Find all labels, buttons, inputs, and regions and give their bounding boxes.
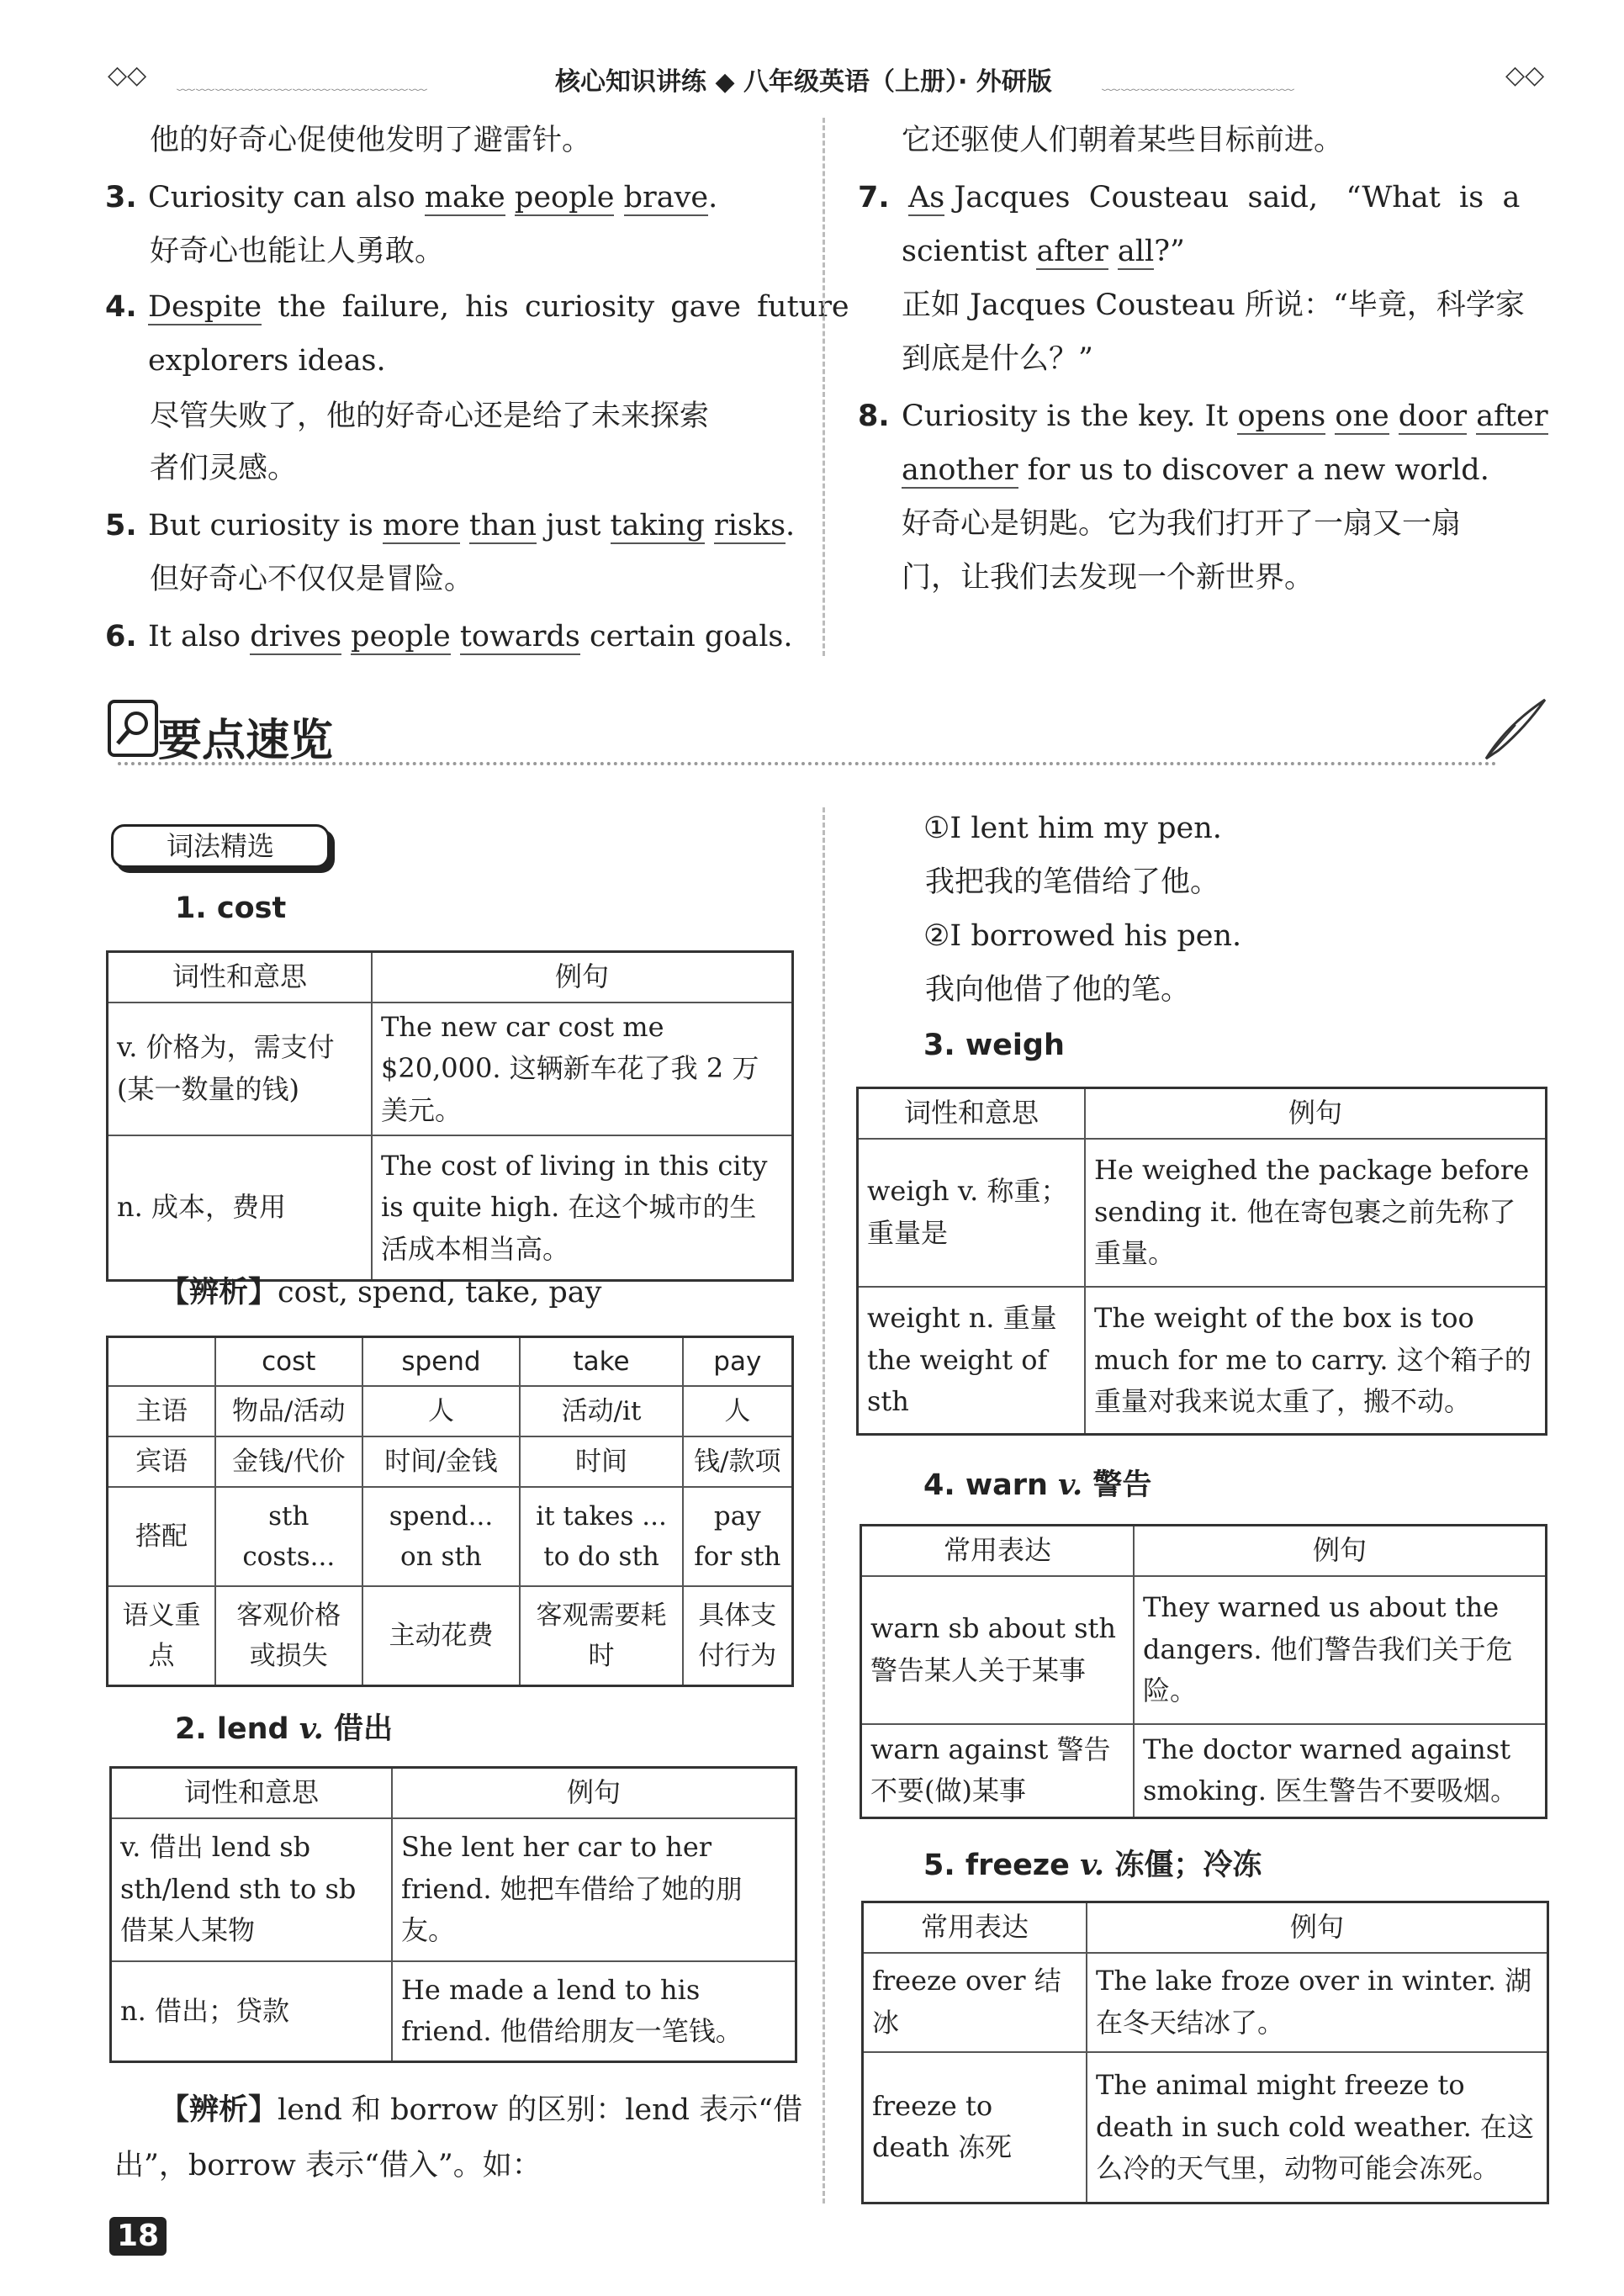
lend-example-1-en: ①I lent him my pen. <box>923 812 1222 845</box>
cell: spend... on sth <box>362 1487 521 1586</box>
bianxi-label: 【辨析】 <box>160 2093 278 2127</box>
magnifier-glyph <box>111 703 155 754</box>
cell: it takes ... to do sth <box>520 1487 682 1586</box>
underlined-word: taking <box>610 509 705 542</box>
text: It also <box>148 620 251 653</box>
line-cn-2: 他的好奇心促使他发明了避雷针。 <box>150 124 592 157</box>
col-header: 词性和意思 <box>111 1768 393 1818</box>
row-label: 语义重点 <box>108 1586 216 1685</box>
item-num-4: 4. <box>105 290 137 324</box>
col-header: cost <box>215 1337 362 1387</box>
compare-table <box>106 1336 794 1687</box>
text: Jacques Cousteau said, “What is a <box>944 181 1521 214</box>
underlined-word: than <box>468 509 537 542</box>
section-tag-label: 词法精选 <box>166 830 274 862</box>
text: Curiosity is the key. It <box>902 399 1238 433</box>
cell: 人 <box>362 1386 521 1436</box>
cell: 人 <box>683 1386 793 1436</box>
line-en-4b: explorers ideas. <box>148 344 386 378</box>
col-header: pay <box>683 1337 793 1387</box>
text: for us to discover a new world. <box>1018 453 1489 487</box>
weigh-heading <box>923 1031 1065 1061</box>
header-zigzag-right: ﹏﹏﹏﹏﹏﹏﹏﹏﹏﹏ <box>1102 73 1296 94</box>
underlined-word: after <box>1036 235 1108 268</box>
pos-cell: freeze to death 冻死 <box>863 2052 1087 2203</box>
text <box>614 181 623 214</box>
underlined-word: all <box>1117 235 1155 268</box>
example-cell: The animal might freeze to death in such cold weather. 在这么冷的天气里，动物可能会冻死。 <box>1087 2052 1548 2203</box>
cell: 具体支付行为 <box>683 1586 793 1685</box>
heading-num: 5. <box>923 1849 955 1882</box>
cell: 物品/活动 <box>215 1386 362 1436</box>
cell: 时间 <box>520 1436 682 1487</box>
text: Curiosity can also <box>148 181 425 214</box>
underlined-word: another <box>902 453 1018 487</box>
lend-example-1-cn: 我把我的笔借给了他。 <box>925 865 1220 899</box>
freeze-heading <box>923 1850 1262 1881</box>
line-cn-6: 它还驱使人们朝着某些目标前进。 <box>902 124 1344 157</box>
underlined-word: As <box>908 181 945 214</box>
item-num-7: 7. <box>858 181 890 214</box>
underlined-word: drives <box>250 620 342 653</box>
pos-cell: freeze over 结冰 <box>863 1953 1087 2052</box>
magnifier-icon <box>108 700 158 757</box>
text: certain goals. <box>579 620 793 653</box>
line-cn-4a: 尽管失败了，他的好奇心还是给了未来探索 <box>150 399 710 433</box>
line-en-4a <box>148 290 849 324</box>
col-header: spend <box>362 1337 521 1387</box>
cell: 活动/it <box>520 1386 682 1436</box>
cell: pay for sth <box>683 1487 793 1586</box>
feather-icon <box>1473 691 1549 767</box>
lend-example-2-en: ②I borrowed his pen. <box>923 919 1242 953</box>
heading-cn: 警告 <box>1092 1468 1152 1502</box>
example-cell: The lake froze over in winter. 湖在冬天结冰了。 <box>1087 1953 1548 2052</box>
bianxi-cost <box>160 1278 601 1308</box>
line-cn-7b: 到底是什么？” <box>902 342 1093 376</box>
bianxi-lend-2: 出”，borrow 表示“借入”。如： <box>114 2149 542 2182</box>
underlined-word: make <box>424 181 505 214</box>
text: just <box>536 509 611 542</box>
cell: 时间/金钱 <box>362 1436 521 1487</box>
text <box>341 620 351 653</box>
line-cn-7a: 正如 Jacques Cousteau 所说：“毕竟，科学家 <box>902 288 1525 322</box>
col-header: 例句 <box>1085 1088 1547 1139</box>
col-header: 词性和意思 <box>858 1088 1086 1139</box>
col-header <box>108 1337 216 1387</box>
line-en-7b <box>902 237 1185 267</box>
text <box>505 181 515 214</box>
text: But curiosity is <box>148 509 383 542</box>
text <box>451 620 460 653</box>
heading-word: warn <box>965 1468 1048 1502</box>
line-en-8b <box>902 453 1489 487</box>
row-label: 主语 <box>108 1386 216 1436</box>
cell: 钱/款项 <box>683 1436 793 1487</box>
example-cell: The cost of living in this city is quite high. 在这个城市的生活成本相当高。 <box>372 1135 793 1280</box>
text: the failure, his curiosity gave future <box>262 290 849 324</box>
text <box>1108 235 1118 268</box>
col-header: 常用表达 <box>863 1902 1087 1953</box>
underlined-word: after <box>1476 399 1548 433</box>
header-zigzag-left: ﹏﹏﹏﹏﹏﹏﹏﹏﹏﹏﹏﹏﹏ <box>177 73 429 94</box>
cell: 金钱/代价 <box>215 1436 362 1487</box>
underlined-word: people <box>514 181 615 214</box>
pos-cell: v. 借出 lend sb sth/lend sth to sb 借某人某物 <box>111 1818 393 1961</box>
text: . <box>786 509 796 542</box>
pos-cell: weigh v. 称重；重量是 <box>858 1139 1086 1287</box>
column-divider-bottom <box>823 807 825 2203</box>
text: . <box>708 181 718 214</box>
line-cn-3: 好奇心也能让人勇敢。 <box>150 235 445 268</box>
line-en-5 <box>148 511 795 541</box>
item-num-3: 3. <box>105 181 137 214</box>
col-header: take <box>520 1337 682 1387</box>
line-cn-4b: 者们灵感。 <box>150 452 298 485</box>
weigh-table <box>856 1087 1547 1436</box>
pos-cell: n. 成本，费用 <box>108 1135 373 1280</box>
lend-example-2-cn: 我向他借了他的笔。 <box>925 973 1191 1007</box>
example-cell: The new car cost me $20,000. 这辆新车花了我 2 万美元。 <box>372 1003 793 1136</box>
pos-cell: warn against 警告不要(做)某事 <box>861 1724 1135 1818</box>
cell: 客观需要耗时 <box>520 1586 682 1685</box>
underlined-word: people <box>351 620 451 653</box>
text: scientist <box>902 235 1037 268</box>
pos-cell: v. 价格为，需支付(某一数量的钱) <box>108 1003 373 1136</box>
bianxi-text: cost, spend, take, pay <box>278 1276 602 1309</box>
underlined-word: towards <box>459 620 580 653</box>
text <box>460 509 469 542</box>
heading-cn: 借出 <box>333 1712 393 1746</box>
cell: 客观价格或损失 <box>215 1586 362 1685</box>
pos-cell: n. 借出；贷款 <box>111 1961 393 2062</box>
pos-cell: warn sb about sth 警告某人关于某事 <box>861 1576 1135 1724</box>
underlined-word: Despite <box>148 290 262 324</box>
row-label: 宾语 <box>108 1436 216 1487</box>
header-left-mark: ◇◇ <box>108 61 147 90</box>
heading-num: 4. <box>923 1468 955 1502</box>
col-header: 常用表达 <box>861 1526 1135 1576</box>
col-header: 例句 <box>392 1768 796 1818</box>
item-num-8: 8. <box>858 399 890 433</box>
cost-table <box>106 950 794 1282</box>
column-divider-top <box>823 118 825 656</box>
row-label: 搭配 <box>108 1487 216 1586</box>
heading-word: freeze <box>965 1849 1070 1882</box>
item-num-5: 5. <box>105 509 137 542</box>
example-cell: The weight of the box is too much for me to carry. 这个箱子的重量对我来说太重了，搬不动。 <box>1085 1287 1547 1435</box>
example-cell: She lent her car to her friend. 她把车借给了她的朋友。 <box>392 1818 796 1961</box>
col-header: 例句 <box>1087 1902 1548 1953</box>
example-cell: He weighed the package before sending it. 他在寄包裹之前先称了重量。 <box>1085 1139 1547 1287</box>
col-header: 例句 <box>1134 1526 1547 1576</box>
example-cell: The doctor warned against smoking. 医生警告不要吸烟。 <box>1134 1724 1547 1818</box>
underlined-word: brave <box>623 181 709 214</box>
underlined-word: one <box>1335 399 1389 433</box>
line-cn-5: 但好奇心不仅仅是冒险。 <box>150 563 474 596</box>
lend-heading <box>175 1711 393 1746</box>
heading-pos: v. <box>1080 1848 1105 1882</box>
col-header: 例句 <box>372 952 793 1003</box>
heading-word: lend <box>216 1712 289 1746</box>
line-en-3 <box>148 183 717 213</box>
underlined-word: more <box>383 509 460 542</box>
lend-table <box>109 1766 797 2063</box>
heading-pos: v. <box>299 1711 324 1746</box>
freeze-table <box>861 1901 1549 2204</box>
warn-heading <box>923 1470 1151 1500</box>
line-cn-8a: 好奇心是钥匙。它为我们打开了一扇又一扇 <box>902 507 1462 541</box>
item-num-6: 6. <box>105 620 137 653</box>
page-number: 18 <box>109 2217 167 2256</box>
line-en-6 <box>148 622 792 652</box>
heading-num: 2. <box>175 1712 207 1746</box>
line-cn-8b: 门，让我们去发现一个新世界。 <box>902 561 1315 595</box>
example-cell: He made a lend to his friend. 他借给朋友一笔钱。 <box>392 1961 796 2062</box>
heading-word: weigh <box>965 1029 1065 1062</box>
cell: 主动花费 <box>362 1586 521 1685</box>
cost-heading <box>175 891 287 925</box>
heading-num: 3. <box>923 1029 955 1062</box>
bianxi-label: 【辨析】 <box>160 1276 278 1309</box>
bianxi-lend-1 <box>160 2093 803 2127</box>
text <box>705 509 714 542</box>
col-header: 词性和意思 <box>108 952 373 1003</box>
pos-cell: weight n. 重量 the weight of sth <box>858 1287 1086 1435</box>
heading-cn: 冻僵；冷冻 <box>1114 1849 1262 1882</box>
bianxi-text: lend 和 borrow 的区别：lend 表示“借 <box>278 2093 803 2127</box>
line-en-7a <box>908 183 1520 213</box>
example-cell: They warned us about the dangers. 他们警告我们关于危险。 <box>1134 1576 1547 1724</box>
heading-pos: v. <box>1058 1468 1083 1502</box>
section-dotted-rule <box>118 762 1497 765</box>
section-tag <box>111 824 330 868</box>
header-right-mark: ◇◇ <box>1505 61 1545 90</box>
feather-glyph <box>1473 691 1549 767</box>
section-title: 要点速览 <box>158 716 334 766</box>
text: ?” <box>1154 235 1185 268</box>
line-en-8a <box>902 399 1548 433</box>
header-title: 核心知识讲练 ◆ 八年级英语（上册）· 外研版 <box>555 67 1052 97</box>
underlined-word: risks <box>713 509 786 542</box>
underlined-word: door <box>1398 399 1468 433</box>
heading-num: 1. <box>175 891 207 925</box>
warn-table <box>860 1524 1547 1819</box>
cell: sth costs... <box>215 1487 362 1586</box>
heading-word: cost <box>216 891 287 925</box>
underlined-word: opens <box>1237 399 1326 433</box>
